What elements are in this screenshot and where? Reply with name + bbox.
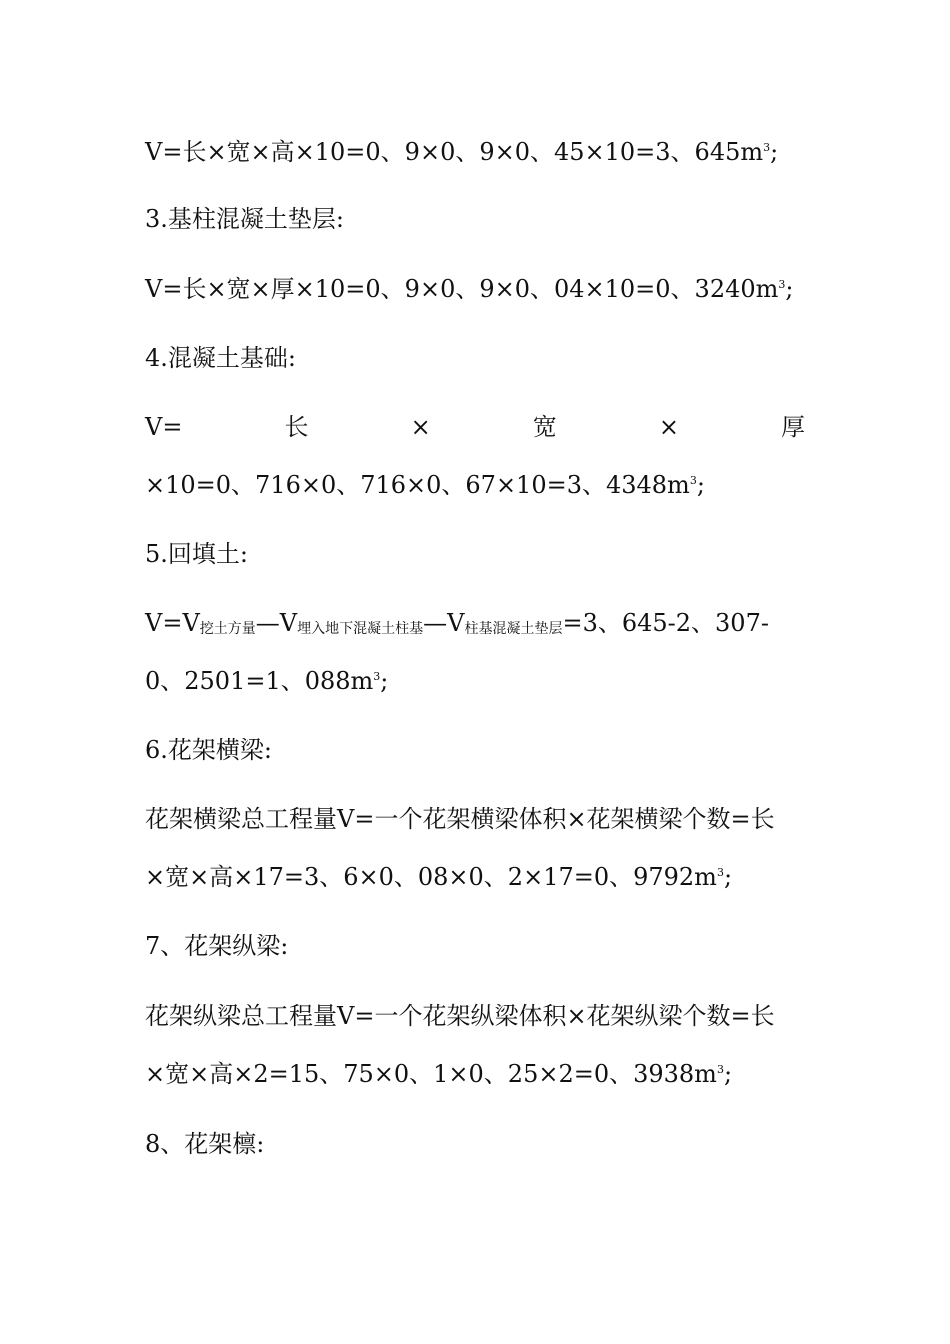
formula-crossbeam-volume [145, 861, 805, 893]
formula-longitudinal-definition: 花架纵梁总工程量V=一个花架纵梁体积×花架纵梁个数=长 [145, 1002, 775, 1030]
subscript: 挖土方量 [199, 621, 256, 637]
formula-foundation-volume [145, 469, 805, 501]
superscript: 3 [373, 670, 381, 683]
formula-tail: ; [723, 863, 733, 891]
formula-part: × [658, 413, 679, 441]
formula-text: ×宽×高×17=3、6×0、08×0、2×17=0、9792m [145, 863, 717, 891]
formula-part: V=V [145, 609, 200, 637]
document-page [145, 0, 805, 1344]
heading-pergola-purlin: 8、花架檩: [145, 1130, 265, 1158]
formula-part: 厚 [780, 413, 805, 441]
formula-backfill-result [145, 665, 805, 697]
superscript: 3 [763, 141, 771, 154]
formula-tail: ; [723, 1060, 733, 1088]
formula-tail: ; [380, 667, 389, 695]
formula-text: ×10=0、716×0、716×0、67×10=3、4348m [145, 471, 690, 499]
formula-part: V= [145, 413, 183, 441]
formula-longitudinal-volume [145, 1058, 805, 1090]
formula-excavation-volume [145, 136, 805, 168]
superscript: 3 [716, 1063, 724, 1076]
heading-pergola-longitudinal-beam: 7、花架纵梁: [145, 932, 289, 960]
formula-part: 宽 [532, 413, 557, 441]
subscript: 柱基混凝土垫层 [464, 621, 563, 637]
formula-part: —V [255, 609, 298, 637]
formula-foundation-spread-line [145, 411, 805, 443]
heading-concrete-foundation: 4.混凝土基础: [145, 344, 296, 372]
formula-tail: ; [770, 138, 779, 166]
formula-tail: ; [785, 275, 794, 303]
formula-cushion-volume [145, 273, 805, 305]
formula-part: =3、645-2、307- [562, 609, 769, 637]
formula-text: V=长×宽×高×10=0、9×0、9×0、45×10=3、645m [145, 138, 764, 166]
superscript: 3 [689, 474, 697, 487]
formula-backfill [145, 607, 805, 639]
formula-part: —V [423, 609, 465, 637]
formula-tail: ; [696, 471, 705, 499]
superscript: 3 [716, 866, 724, 879]
formula-part: 长 [284, 413, 309, 441]
formula-text: 0、2501=1、088m [145, 667, 374, 695]
formula-part: × [410, 413, 431, 441]
subscript: 埋入地下混凝土柱基 [297, 621, 424, 637]
superscript: 3 [778, 278, 786, 291]
heading-pergola-crossbeam: 6.花架横梁: [145, 736, 272, 764]
formula-crossbeam-definition: 花架横梁总工程量V=一个花架横梁体积×花架横梁个数=长 [145, 805, 775, 833]
heading-column-base-cushion: 3.基柱混凝土垫层: [145, 205, 344, 233]
formula-text: ×宽×高×2=15、75×0、1×0、25×2=0、3938m [145, 1060, 717, 1088]
heading-backfill: 5.回填土: [145, 540, 248, 568]
formula-text: V=长×宽×厚×10=0、9×0、9×0、04×10=0、3240m [145, 275, 779, 303]
